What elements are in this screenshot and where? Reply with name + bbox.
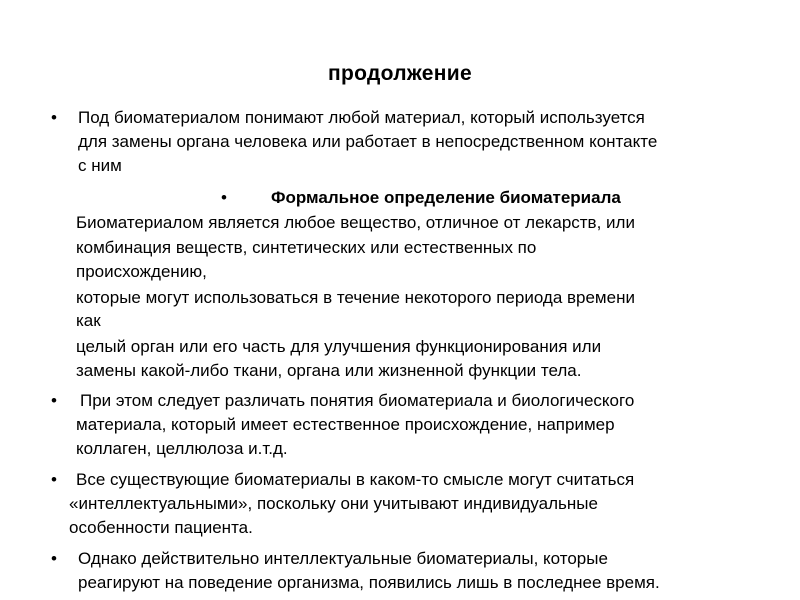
bullet-icon: • bbox=[51, 108, 57, 127]
definition-line-5: как bbox=[76, 311, 101, 330]
item4-line-2: реагируют на поведение организма, появились лишь в последнее время. bbox=[78, 573, 660, 592]
item1-line-3: с ним bbox=[78, 156, 122, 175]
item1-line-2: для замены органа человека или работает в непосредственном контакте bbox=[78, 132, 658, 151]
definition-line-2: комбинация веществ, синтетических или естественных по bbox=[76, 238, 537, 257]
definition-heading: Формальное определение биоматериала bbox=[271, 188, 621, 207]
slide-title: продолжение bbox=[328, 62, 472, 85]
bullet-icon: • bbox=[221, 188, 227, 207]
item2-line-1: При этом следует различать понятия биоматериала и биологического bbox=[80, 391, 635, 410]
item3-line-3: особенности пациента. bbox=[69, 518, 253, 537]
item3-line-2: «интеллектуальными», поскольку они учитывают индивидуальные bbox=[69, 494, 598, 513]
bullet-icon: • bbox=[51, 391, 57, 410]
item2-line-3: коллаген, целлюлоза и.т.д. bbox=[76, 439, 288, 458]
item4-line-1: Однако действительно интеллектуальные биоматериалы, которые bbox=[78, 549, 608, 568]
item3-line-1: Все существующие биоматериалы в каком-то смысле могут считаться bbox=[76, 470, 635, 489]
item1-line-1: Под биоматериалом понимают любой материал, который используется bbox=[78, 108, 645, 127]
item2-line-2: материала, который имеет естественное происхождение, например bbox=[76, 415, 615, 434]
definition-line-4: которые могут использоваться в течение некоторого периода времени bbox=[76, 288, 635, 307]
definition-line-1: Биоматериалом является любое вещество, отличное от лекарств, или bbox=[76, 213, 635, 232]
definition-line-3: происхождению, bbox=[76, 262, 207, 281]
bullet-icon: • bbox=[51, 470, 57, 489]
bullet-icon: • bbox=[51, 549, 57, 568]
definition-line-6: целый орган или его часть для улучшения функционирования или bbox=[76, 337, 602, 356]
definition-line-7: замены какой-либо ткани, органа или жизненной функции тела. bbox=[76, 361, 582, 380]
